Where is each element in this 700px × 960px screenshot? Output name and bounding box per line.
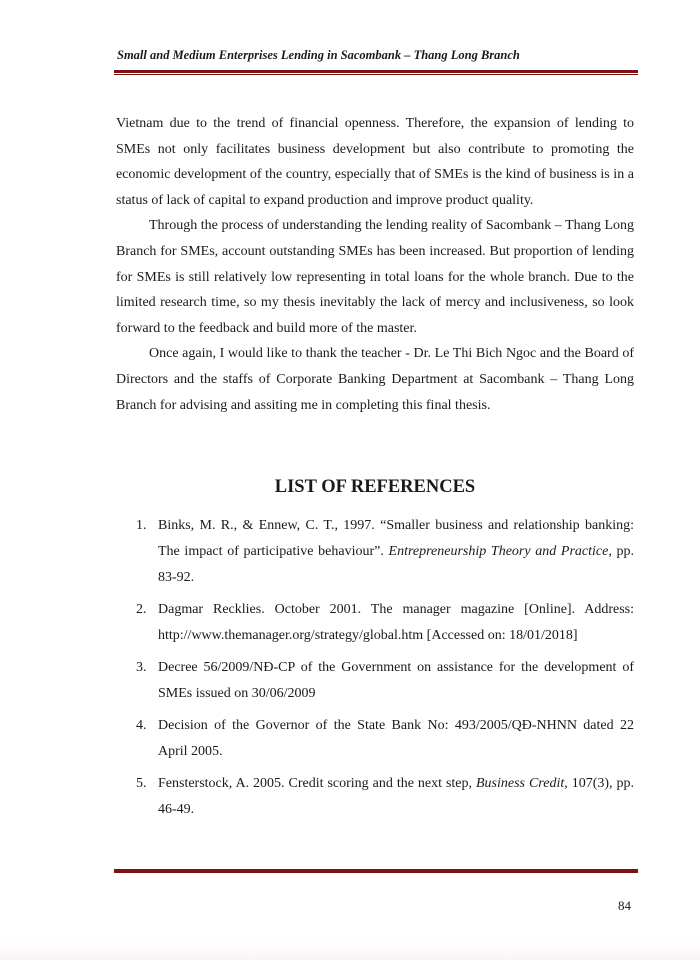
reference-text: Fensterstock, A. 2005. Credit scoring and the next step, [158, 776, 476, 791]
paragraph: Through the process of understanding the lending reality of Sacombank – Thang Long Branch for SMEs, account outstanding SMEs has been increased. But proportion of lending for SMEs is still relatively low representing in total loans for the whole branch. Due to the limited research time, so my thesis inevitably the lack of mercy and inclusiveness, so look forward to the feedback and build more of the master. [116, 218, 634, 336]
reference-item [116, 513, 634, 591]
reference-tail: 107(3), pp. 46-49. [158, 776, 634, 817]
reference-number: 4. [136, 718, 147, 733]
references-heading: LIST OF REFERENCES [274, 477, 476, 497]
reference-text: Decree 56/2009/NĐ-CP of the Government on assistance for the development of SMEs issued on 30/06/2009 [158, 660, 634, 701]
paragraph: Vietnam due to the trend of financial openness. Therefore, the expansion of lending to SMEs not only facilitates business development but also contribute to promoting the economic development of the country, especially that of SMEs is the kind of business is in a status of lack of capital to expand production and improve product quality. [116, 116, 634, 208]
reference-text: Decision of the Governor of the State Bank No: 493/2005/QĐ-NHNN dated 22 April 2005. [158, 718, 634, 759]
running-header: Small and Medium Enterprises Lending in Sacombank – Thang Long Branch [117, 48, 520, 62]
references-list [116, 513, 634, 829]
reference-item [116, 655, 634, 707]
footer-band [0, 940, 700, 960]
paragraph: Once again, I would like to thank the teacher - Dr. Le Thi Bich Ngoc and the Board of Directors and the staffs of Corporate Banking Department at Sacombank – Thang Long Branch for advising and assiting me in completing this final thesis. [116, 346, 634, 413]
reference-text: Dagmar Recklies. October 2001. The manager magazine [Online]. Address: http://www.themanager.org/strategy/global.htm [Accessed on: 18/01/2018] [158, 602, 634, 643]
reference-text: Binks, M. R., & Ennew, C. T., 1997. “Smaller business and relationship banking: The impact of participative behaviour”. [158, 518, 634, 559]
reference-number: 3. [136, 660, 147, 675]
body-text [116, 111, 634, 418]
reference-item [116, 597, 634, 649]
reference-number: 2. [136, 602, 147, 617]
reference-tail: , pp. 83-92. [158, 544, 635, 585]
footer-rule [114, 868, 638, 873]
reference-number: 1. [136, 518, 147, 533]
header-rule [114, 70, 638, 75]
reference-source: Entrepreneurship Theory and Practice [388, 544, 609, 559]
reference-item [116, 713, 634, 765]
reference-item [116, 771, 634, 823]
reference-source: Business Credit, [476, 776, 568, 791]
reference-number: 5. [136, 776, 147, 791]
page-number: 84 [618, 898, 631, 913]
